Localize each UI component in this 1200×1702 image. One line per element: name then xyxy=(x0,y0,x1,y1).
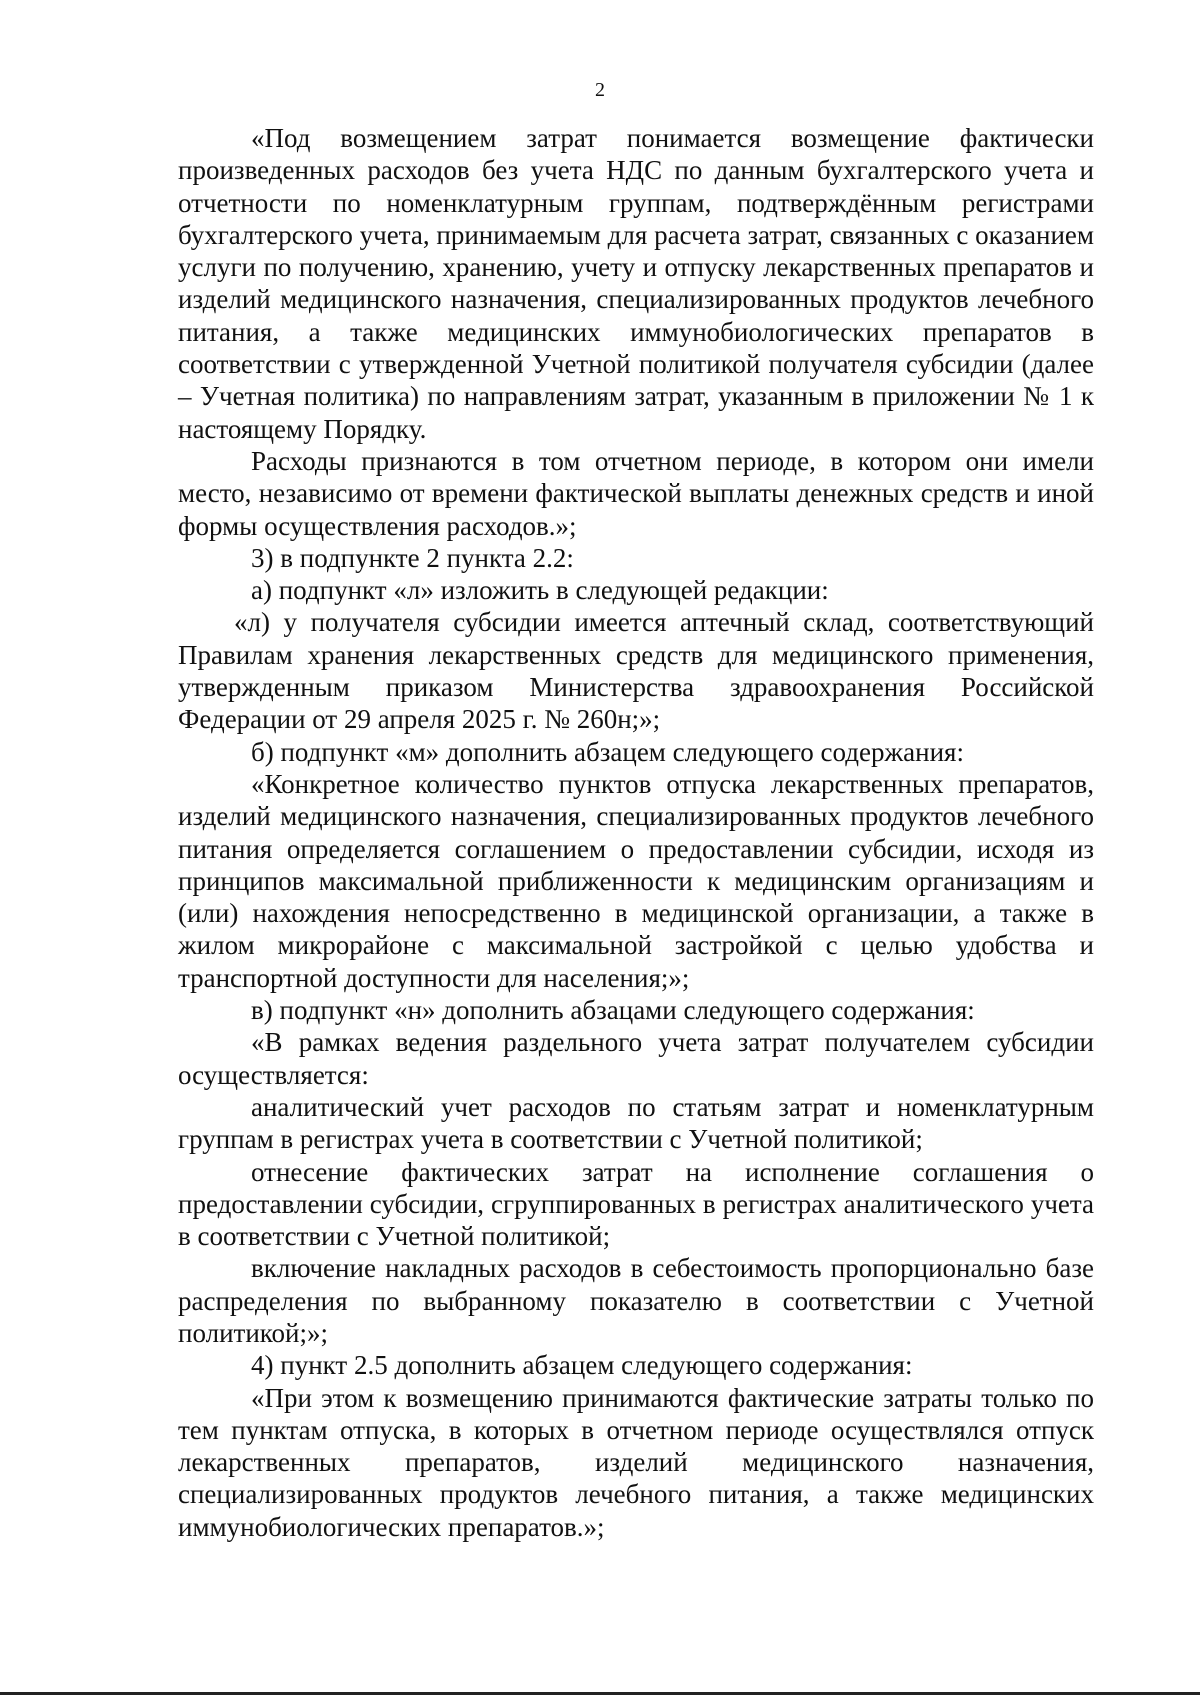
paragraph-analytical-accounting: аналитический учет расходов по статьям затрат и номенклатурным группам в регистрах учета в соответствии с Учетной политикой; xyxy=(178,1091,1094,1155)
paragraph-separate-accounting: «В рамках ведения раздельного учета затрат получателем субсидии осуществляется: xyxy=(178,1027,1094,1090)
paragraph-subitem-l-text: «л) у получателя субсидии имеется аптечный склад, соответствующий Правилам хранения лекарственных средств для медицинского применения, утвержденным приказом Министерства здравоохранения Российской Федерации от 29 апреля 2025 г. № 260н;»; xyxy=(178,607,1094,735)
page-number: 2 xyxy=(595,79,605,101)
paragraph-dispensing-points: «Конкретное количество пунктов отпуска лекарственных препаратов, изделий медицинского назначения, специализированных продуктов лечебного питания определяется соглашением о предоставлении субсидии, исходя из принципов максимальной приближенности к медицинским организациям и (или) нахождения непосредственно в медицинской организации, а также в жилом микрорайоне с максимальной застройкой с целью удобства и транспортной доступности для населения;»; xyxy=(178,768,1094,993)
paragraph-subitem-b: б) подпункт «м» дополнить абзацем следующего содержания: xyxy=(251,736,964,767)
paragraph-overhead-costs: включение накладных расходов в себестоимость пропорционально базе распределения по выбранному показателю в соответствии с Учетной политикой;»; xyxy=(178,1253,1094,1348)
paragraph-actual-costs-allocation: отнесение фактических затрат на исполнение соглашения о предоставлении субсидии, сгруппированных в регистрах аналитического учета в соответствии с Учетной политикой; xyxy=(178,1156,1094,1252)
paragraph-expenses-recognition: Расходы признаются в том отчетном периоде, в котором они имели место, независимо от времени фактической выплаты денежных средств и иной формы осуществления расходов.»; xyxy=(178,445,1094,541)
paragraph-cost-reimbursement-definition: «Под возмещением затрат понимается возмещение фактически произведенных расходов без учета НДС по данным бухгалтерского учета и отчетности по номенклатурным группам, подтверждённым регистрами бухгалтерского учета, принимаемым для расчета затрат, связанных с оказанием услуги по получению, хранению, учету и отпуску лекарственных препаратов и изделий медицинского назначения, специализированных продуктов лечебного питания, а также медицинских иммунобиологических препаратов в соответствии с утвержденной Учетной политикой получателя субсидии (далее – Учетная политика) по направлениям затрат, указанным в приложении № 1 к настоящему Порядку. xyxy=(178,123,1094,444)
paragraph-reimbursement-condition: «При этом к возмещению принимаются фактические затраты только по тем пунктам отпуска, в которых в отчетном периоде осуществлялся отпуск лекарственных препаратов, изделий медицинского назначения, специализированных продуктов лечебного питания, а также медицинских иммунобиологических препаратов.»; xyxy=(178,1382,1094,1542)
paragraph-item-3: 3) в подпункте 2 пункта 2.2: xyxy=(251,542,574,573)
paragraph-subitem-a: а) подпункт «л» изложить в следующей редакции: xyxy=(251,575,829,606)
scan-bottom-edge-line xyxy=(0,1692,1200,1695)
paragraph-subitem-v: в) подпункт «н» дополнить абзацами следующего содержания: xyxy=(251,995,975,1026)
paragraph-item-4: 4) пункт 2.5 дополнить абзацем следующего содержания: xyxy=(251,1350,913,1381)
document-body xyxy=(178,122,1094,1543)
